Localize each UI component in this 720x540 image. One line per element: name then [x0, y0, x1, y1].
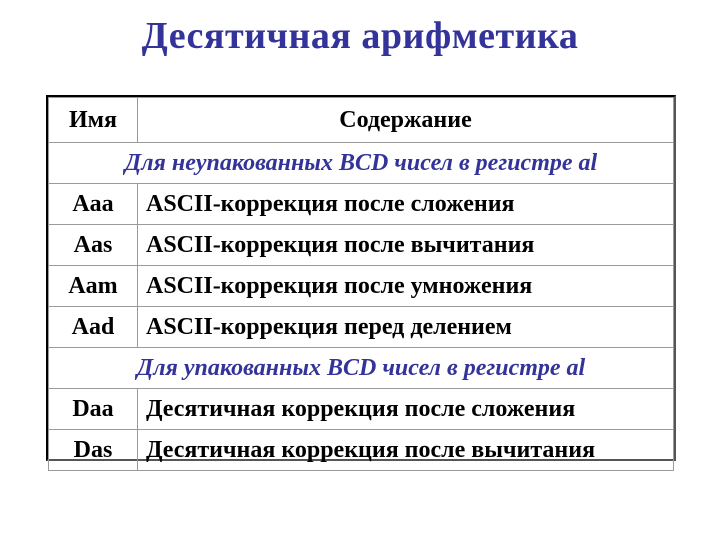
section-heading-packed: Для упакованных BCD чисел в регистре al: [49, 348, 674, 389]
table-row: [49, 307, 674, 348]
header-content: Содержание: [138, 98, 674, 143]
table-row: [49, 430, 674, 471]
instruction-name: Aas: [49, 225, 138, 266]
header-name: Имя: [49, 98, 138, 143]
instruction-desc: Десятичная коррекция после сложения: [138, 389, 674, 430]
instruction-table: [46, 95, 676, 461]
instruction-name: Aam: [49, 266, 138, 307]
section-heading-unpacked: Для неупакованных BCD чисел в регистре al: [49, 143, 674, 184]
instruction-desc: ASCII-коррекция после умножения: [138, 266, 674, 307]
instruction-desc: ASCII-коррекция после вычитания: [138, 225, 674, 266]
instruction-desc: ASCII-коррекция после сложения: [138, 184, 674, 225]
table-row: [49, 184, 674, 225]
section-row-unpacked: [49, 143, 674, 184]
instruction-name: Das: [49, 430, 138, 471]
instruction-table-grid: [48, 97, 674, 471]
instruction-desc: ASCII-коррекция перед делением: [138, 307, 674, 348]
table-row: [49, 225, 674, 266]
instruction-name: Daa: [49, 389, 138, 430]
slide-title: Десятичная арифметика: [141, 15, 579, 57]
table-row: [49, 266, 674, 307]
instruction-name: Aad: [49, 307, 138, 348]
section-row-packed: [49, 348, 674, 389]
instruction-name: Aaa: [49, 184, 138, 225]
table-row: [49, 389, 674, 430]
table-header-row: [49, 98, 674, 143]
instruction-desc: Десятичная коррекция после вычитания: [138, 430, 674, 471]
